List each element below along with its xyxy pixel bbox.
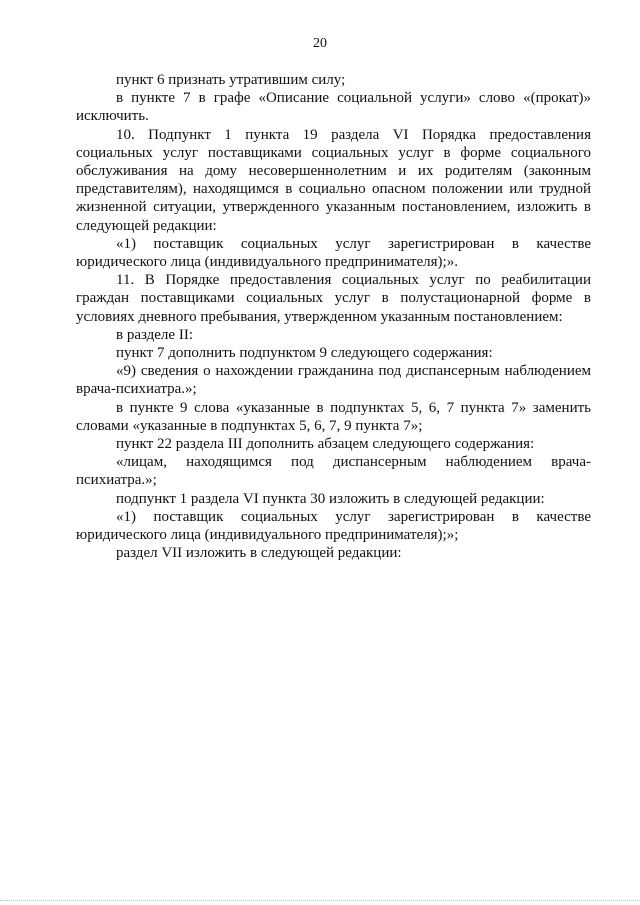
paragraph-8: «9) сведения о нахождении гражданина под диспансерным наблюдением врача-психиатра.»; <box>76 363 591 398</box>
paragraph-3: 10. Подпункт 1 пункта 19 раздела VI Порядка предоставления социальных услуг поставщиками социальных услуг в форме социального обслуживания на дому несовершеннолетним и их родителям (законным представителям), находящимся в социально опасном положении или трудной жизненной ситуации, утвержденного указанным постановлением, изложить в следующей редакции: <box>76 126 591 234</box>
document-body <box>76 71 591 562</box>
paragraph-11: «лицам, находящимся под диспансерным наблюдением врача-психиатра.»; <box>76 454 591 489</box>
paragraph-13: «1) поставщик социальных услуг зарегистрирован в качестве юридического лица (индивидуального предпринимателя);»; <box>76 508 591 544</box>
scan-bottom-edge <box>0 900 640 902</box>
paragraph-9: в пункте 9 слова «указанные в подпунктах 5, 6, 7 пункта 7» заменить словами «указанные в подпунктах 5, 6, 7, 9 пункта 7»; <box>76 399 591 434</box>
paragraph-4: «1) поставщик социальных услуг зарегистрирован в качестве юридического лица (индивидуального предпринимателя);». <box>76 235 591 271</box>
paragraph-7: пункт 7 дополнить подпунктом 9 следующего содержания: <box>116 345 493 362</box>
page-number: 20 <box>313 36 327 51</box>
paragraph-10: пункт 22 раздела III дополнить абзацем следующего содержания: <box>116 436 535 453</box>
paragraph-6: в разделе II: <box>116 326 193 343</box>
paragraph-1: пункт 6 признать утратившим силу; <box>116 72 346 88</box>
paragraph-12: подпункт 1 раздела VI пункта 30 изложить в следующей редакции: <box>116 490 545 507</box>
paragraph-2: в пункте 7 в графе «Описание социальной услуги» слово «(прокат)» исключить. <box>76 90 591 125</box>
paragraph-14: раздел VII изложить в следующей редакции: <box>116 545 402 562</box>
paragraph-5: 11. В Порядке предоставления социальных услуг по реабилитации граждан поставщиками социальных услуг в полустационарной форме в условиях дневного пребывания, утвержденном указанным постановлением: <box>76 272 591 325</box>
